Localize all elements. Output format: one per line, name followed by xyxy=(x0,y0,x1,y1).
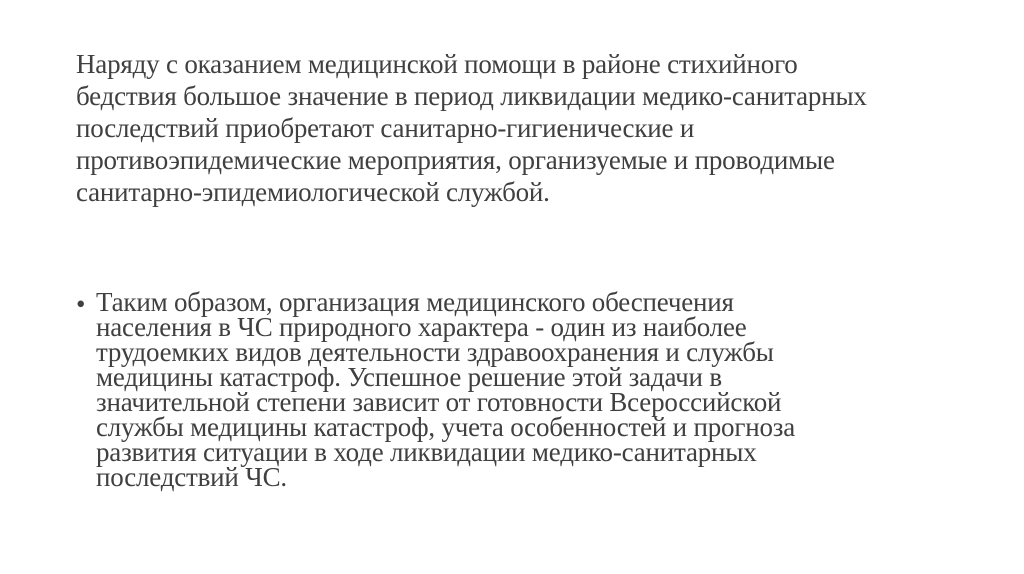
bullet-line: Таким образом, организация медицинского обеспечения xyxy=(96,287,734,317)
bullet-text xyxy=(96,287,956,492)
paragraph-line: санитарно-эпидемиологической службой. xyxy=(76,177,550,207)
bullet-line: медицины катастроф. Успешное решение этой задачи в xyxy=(96,362,722,392)
bullet-line: трудоемких видов деятельности здравоохранения и службы xyxy=(96,337,774,367)
bullet-line: развития ситуации в ходе ликвидации медико-санитарных xyxy=(96,437,757,467)
paragraph-line: последствий приобретают санитарно-гигиенические и xyxy=(76,113,695,143)
bullet-line: населения в ЧС природного характера - один из наиболее xyxy=(96,312,747,342)
bullet-line: последствий ЧС. xyxy=(96,462,287,492)
paragraph-line: Наряду с оказанием медицинской помощи в районе стихийного xyxy=(76,49,798,79)
bullet-line: значительной степени зависит от готовности Всероссийской xyxy=(96,387,782,417)
paragraph-line: противоэпидемические мероприятия, организуемые и проводимые xyxy=(76,145,835,175)
bullet-line: службы медицины катастроф, учета особенностей и прогноза xyxy=(96,412,795,442)
paragraph-line: бедствия большое значение в период ликвидации медико-санитарных xyxy=(76,81,867,111)
bullet-marker: • xyxy=(76,289,86,319)
intro-paragraph xyxy=(76,48,976,208)
